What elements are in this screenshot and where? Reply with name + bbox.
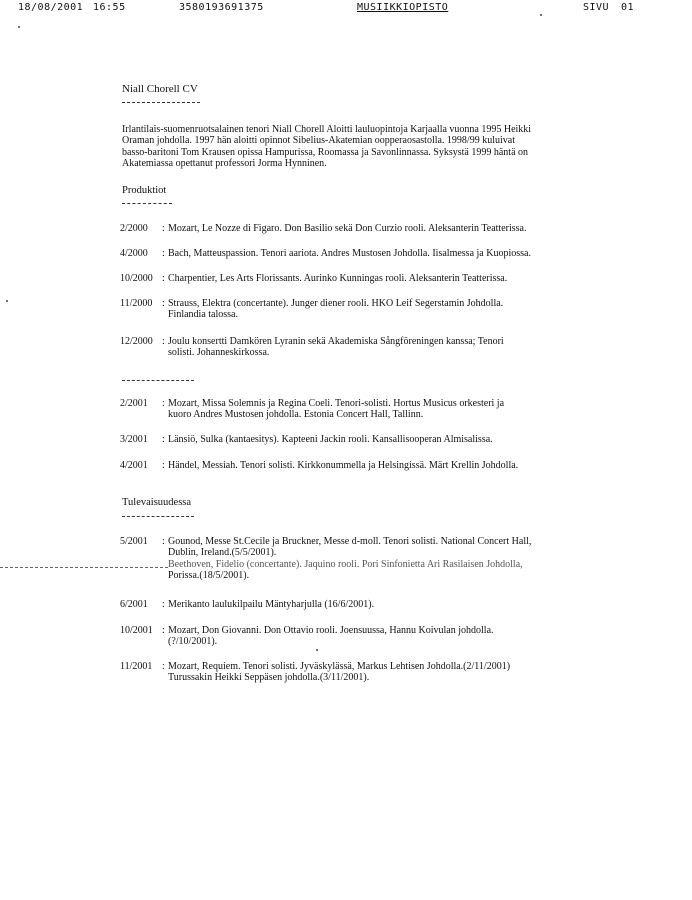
entry-line: Strauss, Elektra (concertante). Junger diener rooli. HKO Leif Segerstamin Johdolla. xyxy=(168,298,504,309)
entry-date: 4/2000 xyxy=(120,248,148,259)
entry-line: Porissa.(18/5/2001). xyxy=(168,570,250,582)
entry-line: Turussakin Heikki Seppäsen johdolla.(3/11/2001). xyxy=(168,672,370,684)
fax-artifact-line xyxy=(0,567,168,568)
entry-date: 4/2001 xyxy=(120,460,148,471)
scan-speck xyxy=(6,300,8,302)
fax-organization: MUSIIKKIOPISTO xyxy=(357,2,449,13)
productions-underline xyxy=(122,203,172,204)
intro-line: Irlantilais-suomenruotsalainen tenori Niall Chorell Aloitti lauluopintoja Karjaalla vuonna 1995 Heikki xyxy=(122,124,532,135)
intro-paragraph xyxy=(122,124,602,170)
entry-line: Mozart, Missa Solemnis ja Regina Coeli. Tenori-solisti. Hortus Musicus orkesteri ja xyxy=(168,398,505,409)
fax-time: 16:55 xyxy=(93,2,126,13)
scan-speck xyxy=(18,26,20,28)
entry-line: Mozart, Le Nozze di Figaro. Don Basilio sekä Don Curzio rooli. Aleksanterin Teatterissa. xyxy=(168,223,527,234)
entry-date: 11/2000 xyxy=(120,298,153,309)
entry-line: Gounod, Messe St.Cecile ja Bruckner, Messe d-moll. Tenori solisti. National Concert Hall, xyxy=(168,536,532,547)
entry-line: Händel, Messiah. Tenori solisti. Kirkkonummella ja Helsingissä. Märt Krellin Johdolla. xyxy=(168,460,519,471)
scan-speck xyxy=(540,14,542,16)
entry-line: Dublin, Ireland.(5/5/2001). xyxy=(168,547,277,559)
entry-line: Bach, Matteuspassion. Tenori aariota. Andres Mustosen Johdolla. Iisalmessa ja Kuopiossa. xyxy=(168,248,531,259)
future-heading: Tulevaisuudessa xyxy=(122,497,192,508)
entry-line: Charpentier, Les Arts Florissants. Aurinko Kunningas rooli. Aleksanterin Teatterissa. xyxy=(168,273,508,284)
entry-date: 2/2001 xyxy=(120,398,148,409)
entry-date: 10/2001 xyxy=(120,625,153,636)
title-underline xyxy=(122,102,200,103)
intro-line: basso-baritoni Tom Krausen opissa Hampurissa, Roomassa ja Savonlinnassa. Syksystä 1999 häntä on xyxy=(122,146,529,158)
entry-line: Merikanto laulukilpailu Mäntyharjulla (16/6/2001). xyxy=(168,599,375,610)
entry-date: 10/2000 xyxy=(120,273,153,284)
entry-line: Mozart, Don Giovanni. Don Ottavio rooli. Joensuussa, Hannu Koivulan johdolla. xyxy=(168,625,494,636)
future-underline xyxy=(122,516,194,517)
intro-line: Akatemiassa opettanut professori Jorma Hynninen. xyxy=(122,158,327,170)
fax-page-label: SIVU xyxy=(583,2,610,13)
entry-line: solisti. Johanneskirkossa. xyxy=(168,347,270,359)
entry-date: 2/2000 xyxy=(120,223,148,234)
page-title: Niall Chorell CV xyxy=(122,83,198,95)
entry-date: 6/2001 xyxy=(120,599,148,610)
entry-line: Beethoven, Fidelio (concertante). Jaquino rooli. Pori Sinfonietta Ari Rasilaisen Johdolla, xyxy=(168,558,523,570)
fax-number: 3580193691375 xyxy=(179,2,264,13)
productions-heading: Produktiot xyxy=(122,185,167,196)
entry-date: 11/2001 xyxy=(120,661,153,672)
entry-line: Länsiö, Sulka (kantaesitys). Kapteeni Jackin rooli. Kansallisooperan Almisalissa. xyxy=(168,434,493,445)
entry-date: 3/2001 xyxy=(120,434,148,445)
year-divider xyxy=(122,380,194,381)
entry-date: 12/2000 xyxy=(120,336,153,347)
entry-line: Mozart, Requiem. Tenori solisti. Jyväskylässä, Markus Lehtisen Johdolla.(2/11/2001) xyxy=(168,661,511,672)
entry-line: Joulu konsertti Damkören Lyranin sekä Akademiska Sångföreningen kanssa; Tenori xyxy=(168,336,504,347)
fax-page-number: 01 xyxy=(621,2,635,13)
scan-speck xyxy=(316,649,318,651)
entry-date: 5/2001 xyxy=(120,536,148,547)
entry-line: kuoro Andres Mustosen johdolla. Estonia Concert Hall, Tallinn. xyxy=(168,409,424,421)
entry-line: Finlandia talossa. xyxy=(168,309,238,321)
cv-document: Niall Chorell CV Irlantilais-suomenruotsalainen tenori Niall Chorell Aloitti lauluopintoja Karjaalla vuonna 1995 Heikki Oraman johdolla. 1997 hän aloitti opinnot Sibelius-Akatemian oopperaosastolla. 1998/99 kuluivat basso-baritoni Tom Krausen opissa Hampurissa, Roomassa ja Savonlinnassa. Syksystä 1999 häntä on Akatemiassa opettanut professori Jorma Hynninen. Produktiot 2/2000 : Mozart, Le Nozze di Figaro. Don Basilio sekä Don Curzio rooli. Aleksanterin Teatterissa. 4/2000 : Bach, Matteuspassion. Tenori aariota. Andres Mustosen Johdolla. Iisalmessa ja Kuopiossa. 10/2000 : Charpentier, Les Arts Florissants. Aurinko Kunningas rooli. Aleksanterin Teatterissa. 11/2000 : Strauss, Elektra (concertante). Junger diener rooli. HKO Leif Segerstamin Johdolla. Finlandia talossa. 12/2000 : Joulu konsertti Damkören Lyranin sekä Akademiska Sångföreningen kanssa; Tenori solisti. Johanneskirkossa. 2/2001 : Mozart, Missa Solemnis ja Regina Coeli. Tenori-solisti. Hortus Musicus orkesteri ja kuoro Andres Mustosen johdolla. Estonia Concert Hall, Tallinn. 3/2001 : Länsiö, Sulka (kantaesitys). Kapteeni Jackin rooli. Kansallisooperan Almisalissa. 4/2001 : Händel, Messiah. Tenori solisti. Kirkkonummella ja Helsingissä. Märt Krellin Johdolla. Tulevaisuudessa 5/2001 : Gounod, Messe St.Cecile ja Bruckner, Messe d-moll. Tenori solisti. National Concert Hall, Dublin, Ireland.(5/5/2001). Beethoven, Fidelio (concertante). Jaquino rooli. Pori Sinfonietta Ari Rasilaisen Johdolla, Porissa.(18/5/2001). 6/2001 : Merikanto laulukilpailu Mäntyharjulla (16/6/2001). 10/2001 : Mozart, Don Giovanni. Don Ottavio rooli. Joensuussa, Hannu Koivulan johdolla. (?/10/2001). 11/2001 : Mozart, Requiem. Tenori solisti. Jyväskylässä, Markus Lehtisen Johdolla.(2/11/2001) Turussakin Heikki Seppäsen johdolla.(3/11/2001). xyxy=(0,0,692,900)
fax-date: 18/08/2001 xyxy=(18,2,84,13)
intro-line: Oraman johdolla. 1997 hän aloitti opinnot Sibelius-Akatemian oopperaosastolla. 1998/99 kuluivat xyxy=(122,135,515,147)
entry-line: (?/10/2001). xyxy=(168,636,218,648)
